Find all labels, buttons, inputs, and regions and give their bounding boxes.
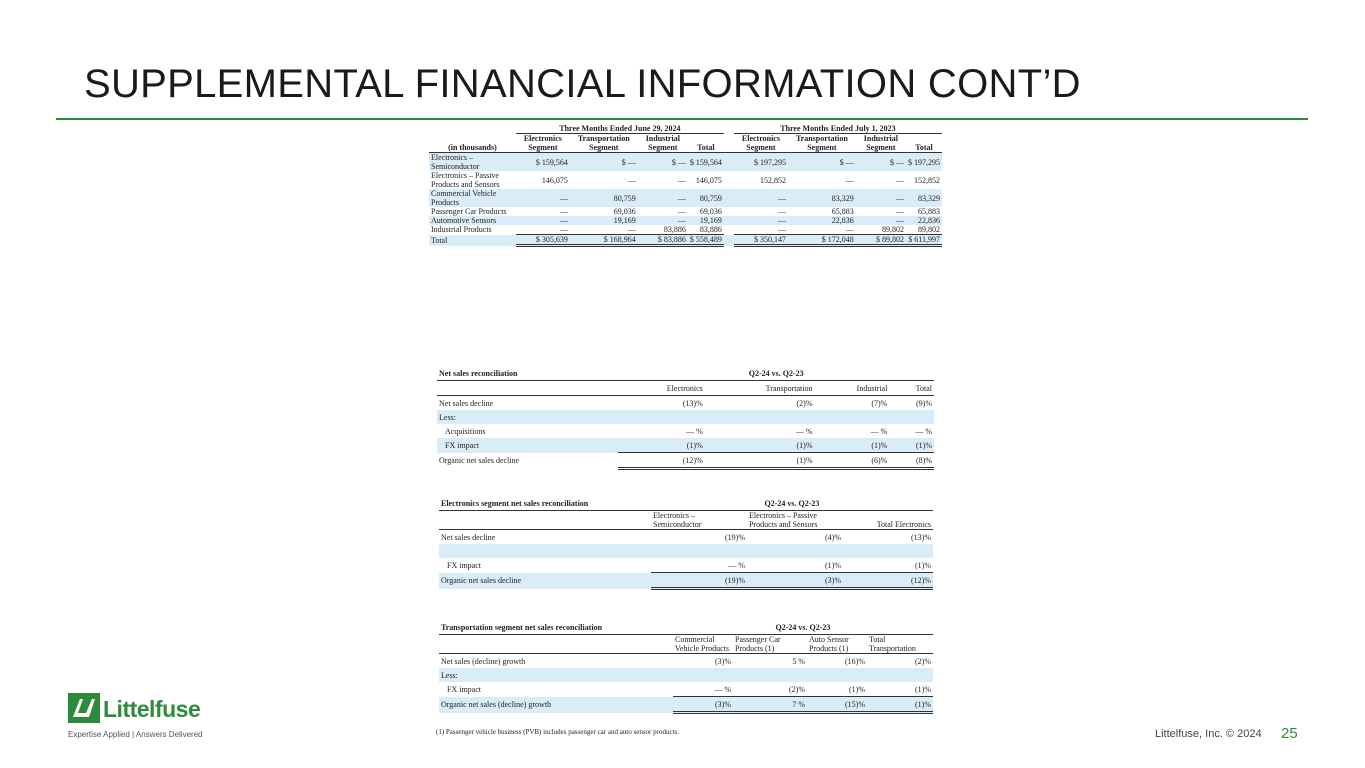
cell-value: — bbox=[638, 189, 688, 207]
table-row bbox=[429, 189, 942, 207]
cell-value: — bbox=[895, 207, 904, 216]
col-header: Commercial Vehicle Products bbox=[673, 635, 733, 654]
cell-value: — bbox=[516, 216, 570, 225]
segment-sales-table bbox=[429, 124, 942, 247]
cell-value: 5 % bbox=[792, 656, 805, 666]
cell-value: $ 197,295 bbox=[906, 153, 942, 172]
cell-value: 69,036 bbox=[699, 207, 722, 216]
col-header: Electronics – Semiconductor bbox=[651, 511, 747, 530]
cell-value: 65,883 bbox=[918, 207, 940, 216]
spacer-cell bbox=[724, 189, 734, 207]
cell-value: $ 305,639 bbox=[516, 235, 570, 246]
cell-value: 19,169 bbox=[688, 216, 724, 225]
cell-value: (13)% bbox=[911, 532, 931, 542]
cell-value bbox=[618, 410, 704, 424]
period-header: Q2-24 vs. Q2-23 bbox=[651, 496, 933, 511]
cell-value: 83,329 bbox=[906, 189, 942, 207]
cell-value bbox=[807, 668, 867, 682]
net-sales-reconciliation-table bbox=[437, 366, 934, 470]
table-row bbox=[439, 530, 933, 545]
cell-value: (1)% bbox=[825, 560, 841, 570]
cell-value: (19)% bbox=[725, 532, 745, 542]
row-label: Electronics – Passive Products and Sensors bbox=[431, 171, 500, 189]
cell-value: — % bbox=[686, 426, 703, 436]
row-label: Net sales decline bbox=[441, 532, 496, 542]
spacer-cell bbox=[724, 171, 734, 189]
cell-value: — bbox=[516, 189, 570, 207]
cell-value: (15)% bbox=[807, 697, 867, 713]
table-title: Electronics segment net sales reconciliation bbox=[439, 496, 651, 511]
cell-value: $ 197,295 bbox=[734, 153, 788, 172]
cell-value: (1)% bbox=[867, 697, 933, 713]
cell-value bbox=[843, 544, 933, 558]
cell-value: — % bbox=[870, 426, 888, 436]
cell-value: — bbox=[627, 175, 636, 185]
page-title: SUPPLEMENTAL FINANCIAL INFORMATION CONT’D bbox=[84, 62, 1081, 106]
cell-value: (1)% bbox=[915, 684, 931, 694]
table-row bbox=[437, 424, 934, 438]
cell-value: (13)% bbox=[682, 398, 703, 408]
table-title: Net sales reconciliation bbox=[437, 366, 618, 381]
spacer-cell bbox=[724, 235, 734, 246]
row-label: Less: bbox=[439, 668, 673, 682]
row-label: Net sales (decline) growth bbox=[441, 656, 526, 666]
cell-value: (16)% bbox=[845, 656, 865, 666]
brand-tagline: Expertise Applied | Answers Delivered bbox=[68, 730, 203, 739]
cell-value bbox=[815, 410, 890, 424]
cell-value: (12)% bbox=[618, 453, 704, 469]
cell-value: (6)% bbox=[815, 453, 890, 469]
cell-value: $ 172,048 bbox=[788, 235, 856, 246]
cell-value: — bbox=[777, 207, 786, 216]
col-header: Passenger Car Products (1) bbox=[733, 635, 807, 654]
table-row bbox=[429, 207, 942, 216]
row-label: Commercial Vehicle Products bbox=[429, 189, 516, 207]
cell-value: — bbox=[559, 207, 568, 216]
cell-value: (1)% bbox=[618, 438, 704, 453]
cell-value: (2)% bbox=[915, 656, 931, 666]
cell-value: $ 558,489 bbox=[689, 235, 722, 244]
unit-label: (in thousands) bbox=[429, 134, 516, 153]
cell-value: — bbox=[734, 216, 788, 225]
cell-value: $ 159,564 bbox=[516, 153, 570, 172]
col-header: Transportation Segment bbox=[570, 134, 638, 153]
cell-value: (3)% bbox=[673, 697, 733, 713]
cell-value: — % bbox=[915, 426, 932, 436]
row-label: Organic net sales decline bbox=[439, 573, 651, 589]
cell-value: 80,759 bbox=[688, 189, 724, 207]
footnote: (1) Passenger vehicle business (PVB) includes passenger car and auto sensor products. bbox=[436, 728, 679, 736]
littelfuse-logo-icon bbox=[68, 693, 100, 723]
cell-value: — bbox=[895, 175, 904, 185]
row-label: Net sales decline bbox=[439, 398, 494, 408]
electronics-reconciliation-table bbox=[439, 496, 933, 590]
cell-value bbox=[673, 668, 733, 682]
cell-value: — % bbox=[714, 684, 731, 694]
period-header: Q2-24 vs. Q2-23 bbox=[673, 620, 933, 635]
copyright: Littelfuse, Inc. © 2024 bbox=[1155, 728, 1262, 740]
table-row bbox=[437, 396, 934, 411]
col-header: Electronics Segment bbox=[734, 134, 788, 153]
col-header: Total Transportation bbox=[867, 635, 933, 654]
cell-value: 22,836 bbox=[906, 216, 942, 225]
cell-value: 80,759 bbox=[570, 189, 638, 207]
cell-value: (1)% bbox=[915, 560, 931, 570]
cell-value: — bbox=[627, 225, 636, 234]
table-row bbox=[439, 573, 933, 589]
spacer-cell bbox=[724, 216, 734, 225]
cell-value bbox=[747, 544, 843, 558]
table-row bbox=[439, 558, 933, 573]
row-label: Acquisitions bbox=[445, 426, 486, 436]
cell-value: 83,329 bbox=[788, 189, 856, 207]
table-row bbox=[439, 697, 933, 713]
col-header: Electronics bbox=[618, 381, 704, 396]
net-sales-body bbox=[437, 396, 934, 469]
cell-value: 19,169 bbox=[570, 216, 638, 225]
cell-value: $ — bbox=[856, 153, 906, 172]
row-label: FX impact bbox=[447, 684, 481, 694]
col-header: Electronics – Passive Products and Sensors bbox=[747, 511, 843, 530]
cell-value: $ 159,564 bbox=[688, 153, 724, 172]
col-header: Transportation Segment bbox=[788, 134, 856, 153]
cell-value: (1)% bbox=[889, 438, 934, 453]
row-label: Less: bbox=[437, 410, 618, 424]
cell-value: — bbox=[677, 207, 686, 216]
cell-value: 152,852 bbox=[759, 175, 786, 185]
table-row bbox=[437, 410, 934, 424]
spacer-cell bbox=[724, 153, 734, 172]
cell-value: 146,075 bbox=[541, 175, 568, 185]
col-header: Industrial bbox=[815, 381, 890, 396]
cell-value bbox=[651, 544, 747, 558]
row-label: Organic net sales (decline) growth bbox=[439, 697, 673, 713]
cell-value: 146,075 bbox=[695, 175, 722, 185]
cell-value: 152,852 bbox=[914, 175, 940, 185]
cell-value: (8)% bbox=[889, 453, 934, 469]
col-header: Industrial Segment bbox=[638, 134, 688, 153]
cell-value: — % bbox=[728, 560, 745, 570]
cell-value: 7 % bbox=[733, 697, 807, 713]
cell-value: 65,883 bbox=[831, 207, 854, 216]
cell-value: 22,836 bbox=[788, 216, 856, 225]
title-divider bbox=[56, 118, 1308, 120]
table-row bbox=[439, 668, 933, 682]
cell-value: $ — bbox=[788, 153, 856, 172]
cell-value: $ 350,147 bbox=[734, 235, 788, 246]
transportation-reconciliation-table bbox=[439, 620, 933, 714]
table-row bbox=[439, 682, 933, 697]
cell-value: 83,886 bbox=[699, 225, 722, 234]
cell-value: — bbox=[777, 225, 786, 234]
cell-value: (7)% bbox=[871, 398, 888, 408]
row-label: Organic net sales decline bbox=[439, 456, 520, 465]
transportation-body bbox=[439, 654, 933, 713]
electronics-body bbox=[439, 530, 933, 589]
segment-sales-body bbox=[429, 153, 942, 246]
table-row bbox=[429, 225, 942, 235]
row-label: Electronics – Semiconductor bbox=[429, 153, 516, 172]
cell-value: (3)% bbox=[715, 656, 731, 666]
table-row bbox=[429, 235, 942, 246]
cell-value: — bbox=[856, 216, 906, 225]
table-row bbox=[429, 171, 942, 189]
page-number: 25 bbox=[1281, 725, 1298, 742]
table-row bbox=[437, 453, 934, 469]
cell-value bbox=[705, 410, 815, 424]
cell-value: $ 83,886 bbox=[638, 235, 688, 246]
period-b-header: Three Months Ended July 1, 2023 bbox=[734, 124, 942, 134]
row-label: FX impact bbox=[447, 560, 481, 570]
cell-value: (1)% bbox=[705, 453, 815, 469]
col-header: Total bbox=[688, 134, 724, 153]
cell-value: (9)% bbox=[916, 398, 932, 408]
spacer-cell bbox=[724, 225, 734, 235]
row-label: Total bbox=[429, 235, 516, 246]
cell-value bbox=[889, 410, 934, 424]
cell-value: (2)% bbox=[796, 398, 813, 408]
cell-value: (1)% bbox=[815, 438, 890, 453]
cell-value: (3)% bbox=[747, 573, 843, 589]
cell-value: (19)% bbox=[651, 573, 747, 589]
row-label: Industrial Products bbox=[431, 225, 492, 235]
cell-value: (4)% bbox=[825, 532, 841, 542]
row-label: FX impact bbox=[437, 438, 618, 453]
col-header: Auto Sensor Products (1) bbox=[807, 635, 867, 654]
cell-value: — bbox=[638, 216, 688, 225]
cell-value: (12)% bbox=[843, 573, 933, 589]
cell-value: $ 611,997 bbox=[906, 235, 942, 246]
col-header: Total Electronics bbox=[843, 511, 933, 530]
col-header: Electronics Segment bbox=[516, 134, 570, 153]
table-row bbox=[429, 216, 942, 225]
table-row bbox=[439, 544, 933, 558]
row-label: Passenger Car Products bbox=[431, 207, 507, 216]
cell-value: 89,802 bbox=[918, 225, 940, 234]
cell-value: — bbox=[734, 189, 788, 207]
period-a-header: Three Months Ended June 29, 2024 bbox=[516, 124, 724, 134]
cell-value: 69,036 bbox=[613, 207, 636, 216]
col-header: Transportation bbox=[705, 381, 815, 396]
cell-value: $ — bbox=[638, 153, 688, 172]
cell-value: — bbox=[856, 189, 906, 207]
cell-value bbox=[733, 668, 807, 682]
cell-value: — bbox=[677, 175, 686, 185]
cell-value: (1)% bbox=[705, 438, 815, 453]
col-header: Total bbox=[906, 134, 942, 153]
row-label bbox=[439, 544, 651, 558]
cell-value: — bbox=[559, 225, 568, 234]
cell-value: (2)% bbox=[789, 684, 805, 694]
table-row bbox=[429, 153, 942, 172]
brand-name: Littelfuse bbox=[103, 696, 201, 722]
table-row bbox=[439, 654, 933, 669]
row-label: Automotive Sensors bbox=[429, 216, 516, 225]
cell-value bbox=[867, 668, 933, 682]
cell-value: — bbox=[845, 225, 854, 234]
cell-value: — % bbox=[795, 426, 813, 436]
cell-value: 89,802 bbox=[881, 225, 904, 234]
cell-value: (1)% bbox=[849, 684, 865, 694]
cell-value: $ 168,964 bbox=[570, 235, 638, 246]
col-header: Total bbox=[889, 381, 934, 396]
cell-value: $ — bbox=[570, 153, 638, 172]
cell-value: $ 89,802 bbox=[856, 235, 906, 246]
spacer-cell bbox=[724, 207, 734, 216]
cell-value: — bbox=[845, 175, 854, 185]
period-header: Q2-24 vs. Q2-23 bbox=[618, 366, 934, 381]
table-row bbox=[437, 438, 934, 453]
table-title: Transportation segment net sales reconciliation bbox=[439, 620, 673, 635]
col-header: Industrial Segment bbox=[856, 134, 906, 153]
cell-value: 83,886 bbox=[663, 225, 686, 234]
